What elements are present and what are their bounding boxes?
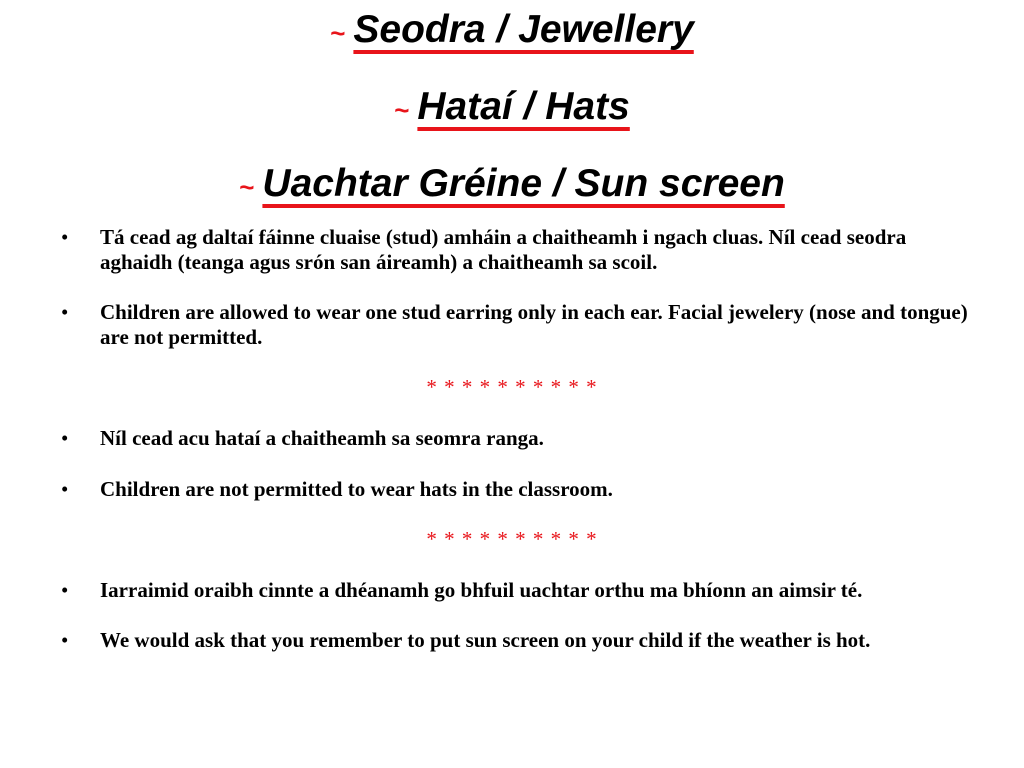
- bullet-icon: •: [61, 578, 69, 602]
- separator-stars: * * * * * * * * * *: [426, 375, 598, 399]
- tilde-icon: ~: [239, 172, 255, 202]
- bullet-item: [0, 477, 1024, 502]
- separator-stars: * * * * * * * * * *: [426, 527, 598, 551]
- bullet-item: [0, 426, 1024, 451]
- bullet-icon: •: [61, 225, 69, 249]
- bullet-text: Tá cead ag daltaí fáinne cluaise (stud) amháin a chaitheamh i ngach cluas. Níl cead seodra aghaidh (teanga agus srón san áireamh) a chaitheamh sa scoil.: [100, 225, 907, 274]
- bullet-item: [0, 300, 1024, 350]
- bullet-icon: •: [61, 300, 69, 324]
- bullet-item: [0, 225, 1024, 275]
- bullet-item: [0, 628, 1024, 653]
- title-jewellery: [0, 4, 1024, 81]
- bullet-icon: •: [61, 426, 69, 450]
- title-text: Hataí / Hats: [417, 85, 630, 128]
- title-hats: [0, 81, 1024, 158]
- title-text: Uachtar Gréine / Sun screen: [262, 162, 785, 205]
- bullet-text: We would ask that you remember to put sun screen on your child if the weather is hot.: [100, 628, 871, 652]
- title-text: Seodra / Jewellery: [353, 8, 694, 51]
- bullet-text: Iarraimid oraibh cinnte a dhéanamh go bhfuil uachtar orthu ma bhíonn an aimsir té.: [100, 578, 863, 602]
- bullet-item: [0, 578, 1024, 603]
- bullet-text: Children are allowed to wear one stud earring only in each ear. Facial jewelery (nose and tongue) are not permitted.: [100, 300, 968, 349]
- bullet-icon: •: [61, 477, 69, 501]
- bullet-text: Níl cead acu hataí a chaitheamh sa seomra ranga.: [100, 426, 544, 450]
- title-sun-screen: [0, 158, 1024, 235]
- bullet-icon: •: [61, 628, 69, 652]
- title-block: [0, 4, 1024, 235]
- bullet-text: Children are not permitted to wear hats in the classroom.: [100, 477, 613, 501]
- tilde-icon: ~: [394, 95, 410, 125]
- slide-content: [0, 225, 1024, 653]
- tilde-icon: ~: [330, 18, 346, 48]
